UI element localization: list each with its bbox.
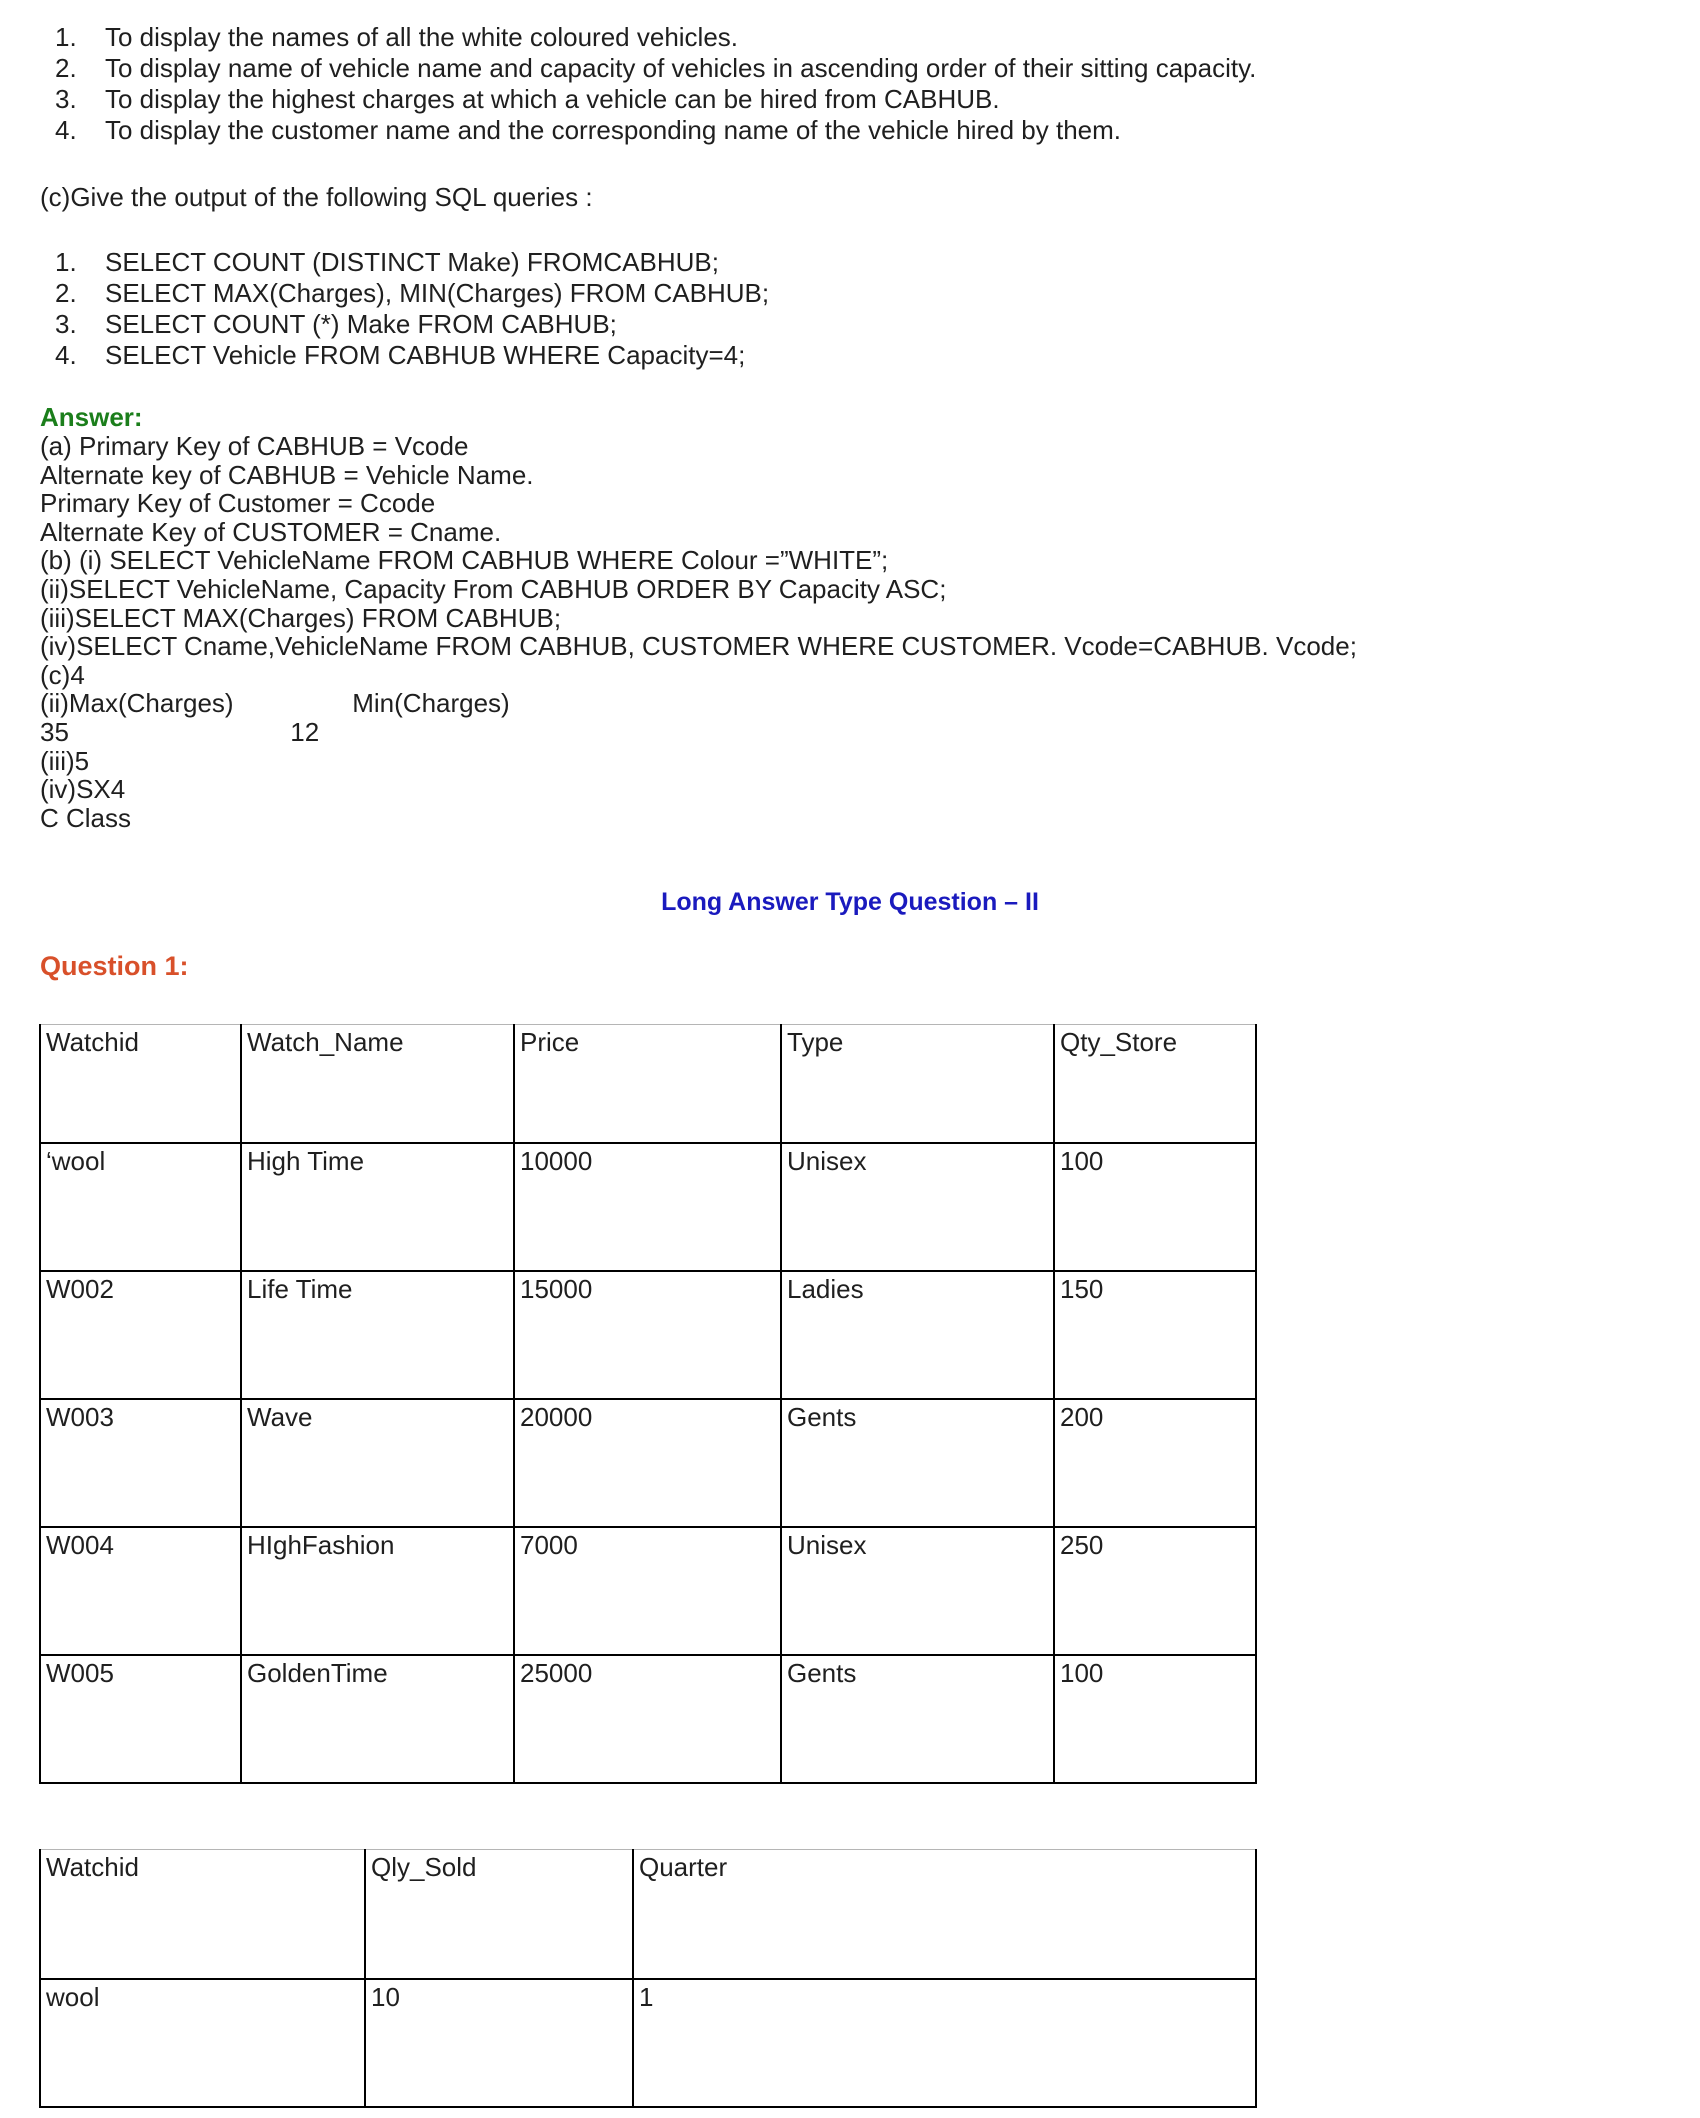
list-item <box>40 309 1660 340</box>
answer-label: Answer: <box>40 402 143 432</box>
answer-line-charges-values <box>40 718 1357 747</box>
table-cell: 10000 <box>514 1143 781 1271</box>
min-charges-label: Min(Charges) <box>352 688 510 719</box>
answer-line: (ii)SELECT VehicleName, Capacity From CABHUB ORDER BY Capacity ASC; <box>40 573 947 604</box>
list-text: To display the highest charges at which a vehicle can be hired from CABHUB. <box>105 84 1000 114</box>
section-heading: Long Answer Type Question – II <box>661 888 1039 916</box>
list-text: To display the names of all the white coloured vehicles. <box>105 22 739 52</box>
table-cell: W002 <box>40 1271 241 1399</box>
table-cell: ‘wool <box>40 1143 241 1271</box>
table-cell: 100 <box>1054 1655 1256 1783</box>
table-header-row <box>40 1850 1256 1979</box>
table-cell: Gents <box>781 1399 1054 1527</box>
list-number: 3. <box>55 309 77 339</box>
table-header-row <box>40 1025 1256 1143</box>
watch-stock-table <box>39 1024 1257 1784</box>
list-number: 2. <box>55 53 77 83</box>
list-item <box>40 53 1660 84</box>
list-text: To display the customer name and the corresponding name of the vehicle hired by them. <box>105 115 1122 145</box>
list-number: 1. <box>55 247 77 277</box>
column-header: Qty_Store <box>1054 1025 1256 1143</box>
table-cell: 20000 <box>514 1399 781 1527</box>
list-item <box>40 115 1660 146</box>
table-cell: 1 <box>633 1979 1256 2107</box>
table-row <box>40 1527 1256 1655</box>
list-number: 4. <box>55 340 77 370</box>
answer-line: Primary Key of Customer = Ccode <box>40 488 436 519</box>
table-cell: 10 <box>365 1979 633 2107</box>
table-row <box>40 1143 1256 1271</box>
table-cell: Ladies <box>781 1271 1054 1399</box>
list-item <box>40 84 1660 115</box>
table-row <box>40 1399 1256 1527</box>
list-number: 4. <box>55 115 77 145</box>
answer-line: (iii)5 <box>40 745 90 776</box>
list-text: SELECT MAX(Charges), MIN(Charges) FROM CABHUB; <box>105 278 770 308</box>
table-cell: W004 <box>40 1527 241 1655</box>
table-cell: High Time <box>241 1143 514 1271</box>
table-cell: 250 <box>1054 1527 1256 1655</box>
max-charges-value: 35 <box>40 716 69 747</box>
list-number: 2. <box>55 278 77 308</box>
list-text: SELECT COUNT (*) Make FROM CABHUB; <box>105 309 617 339</box>
table-cell: Life Time <box>241 1271 514 1399</box>
table-cell: HIghFashion <box>241 1527 514 1655</box>
answer-line: (iii)SELECT MAX(Charges) FROM CABHUB; <box>40 602 562 633</box>
column-header: Watch_Name <box>241 1025 514 1143</box>
task-list <box>40 22 1660 146</box>
answer-line: Alternate key of CABHUB = Vehicle Name. <box>40 459 534 490</box>
min-charges-value: 12 <box>290 716 320 747</box>
table-cell: 150 <box>1054 1271 1256 1399</box>
column-header: Price <box>514 1025 781 1143</box>
table-row <box>40 1271 1256 1399</box>
list-item <box>40 22 1660 53</box>
answer-line: (iv)SELECT Cname,VehicleName FROM CABHUB, CUSTOMER WHERE CUSTOMER. Vcode=CABHUB. Vcode; <box>40 631 1357 662</box>
table-cell: wool <box>40 1979 365 2107</box>
table-cell: Unisex <box>781 1143 1054 1271</box>
table-cell: W005 <box>40 1655 241 1783</box>
table-cell: W003 <box>40 1399 241 1527</box>
list-text: SELECT Vehicle FROM CABHUB WHERE Capacity=4; <box>105 340 746 370</box>
answer-line: C Class <box>40 802 132 833</box>
table-cell: 100 <box>1054 1143 1256 1271</box>
answer-line-charges-header <box>40 689 1357 718</box>
question-heading: Question 1: <box>40 951 189 981</box>
table-cell: 7000 <box>514 1527 781 1655</box>
watch-sales-table <box>39 1849 1257 2108</box>
sql-query-list <box>40 247 1660 371</box>
list-item <box>40 278 1660 309</box>
column-header: Type <box>781 1025 1054 1143</box>
list-number: 1. <box>55 22 77 52</box>
table-cell: Unisex <box>781 1527 1054 1655</box>
sql-intro-paragraph: (c)Give the output of the following SQL queries : <box>40 182 593 212</box>
list-item <box>40 247 1660 278</box>
column-header: Watchid <box>40 1025 241 1143</box>
answer-line: (iv)SX4 <box>40 774 126 805</box>
table-cell: 200 <box>1054 1399 1256 1527</box>
answer-line: (c)4 <box>40 659 85 690</box>
table-cell: 15000 <box>514 1271 781 1399</box>
table-cell: Gents <box>781 1655 1054 1783</box>
table-row <box>40 1979 1256 2107</box>
list-text: SELECT COUNT (DISTINCT Make) FROMCABHUB; <box>105 247 719 277</box>
list-text: To display name of vehicle name and capacity of vehicles in ascending order of their sitting capacity. <box>105 53 1257 83</box>
answer-body <box>40 432 1357 832</box>
table-row <box>40 1655 1256 1783</box>
table-cell: GoldenTime <box>241 1655 514 1783</box>
table-cell: Wave <box>241 1399 514 1527</box>
answer-line: (a) Primary Key of CABHUB = Vcode <box>40 431 469 461</box>
list-number: 3. <box>55 84 77 114</box>
column-header: Watchid <box>40 1850 365 1979</box>
column-header: Quarter <box>633 1850 1256 1979</box>
answer-line: Alternate Key of CUSTOMER = Cname. <box>40 516 502 547</box>
list-item <box>40 340 1660 371</box>
table-cell: 25000 <box>514 1655 781 1783</box>
column-header: Qly_Sold <box>365 1850 633 1979</box>
answer-line: (b) (i) SELECT VehicleName FROM CABHUB WHERE Colour =”WHITE”; <box>40 545 889 576</box>
max-charges-label: (ii)Max(Charges) <box>40 688 234 719</box>
